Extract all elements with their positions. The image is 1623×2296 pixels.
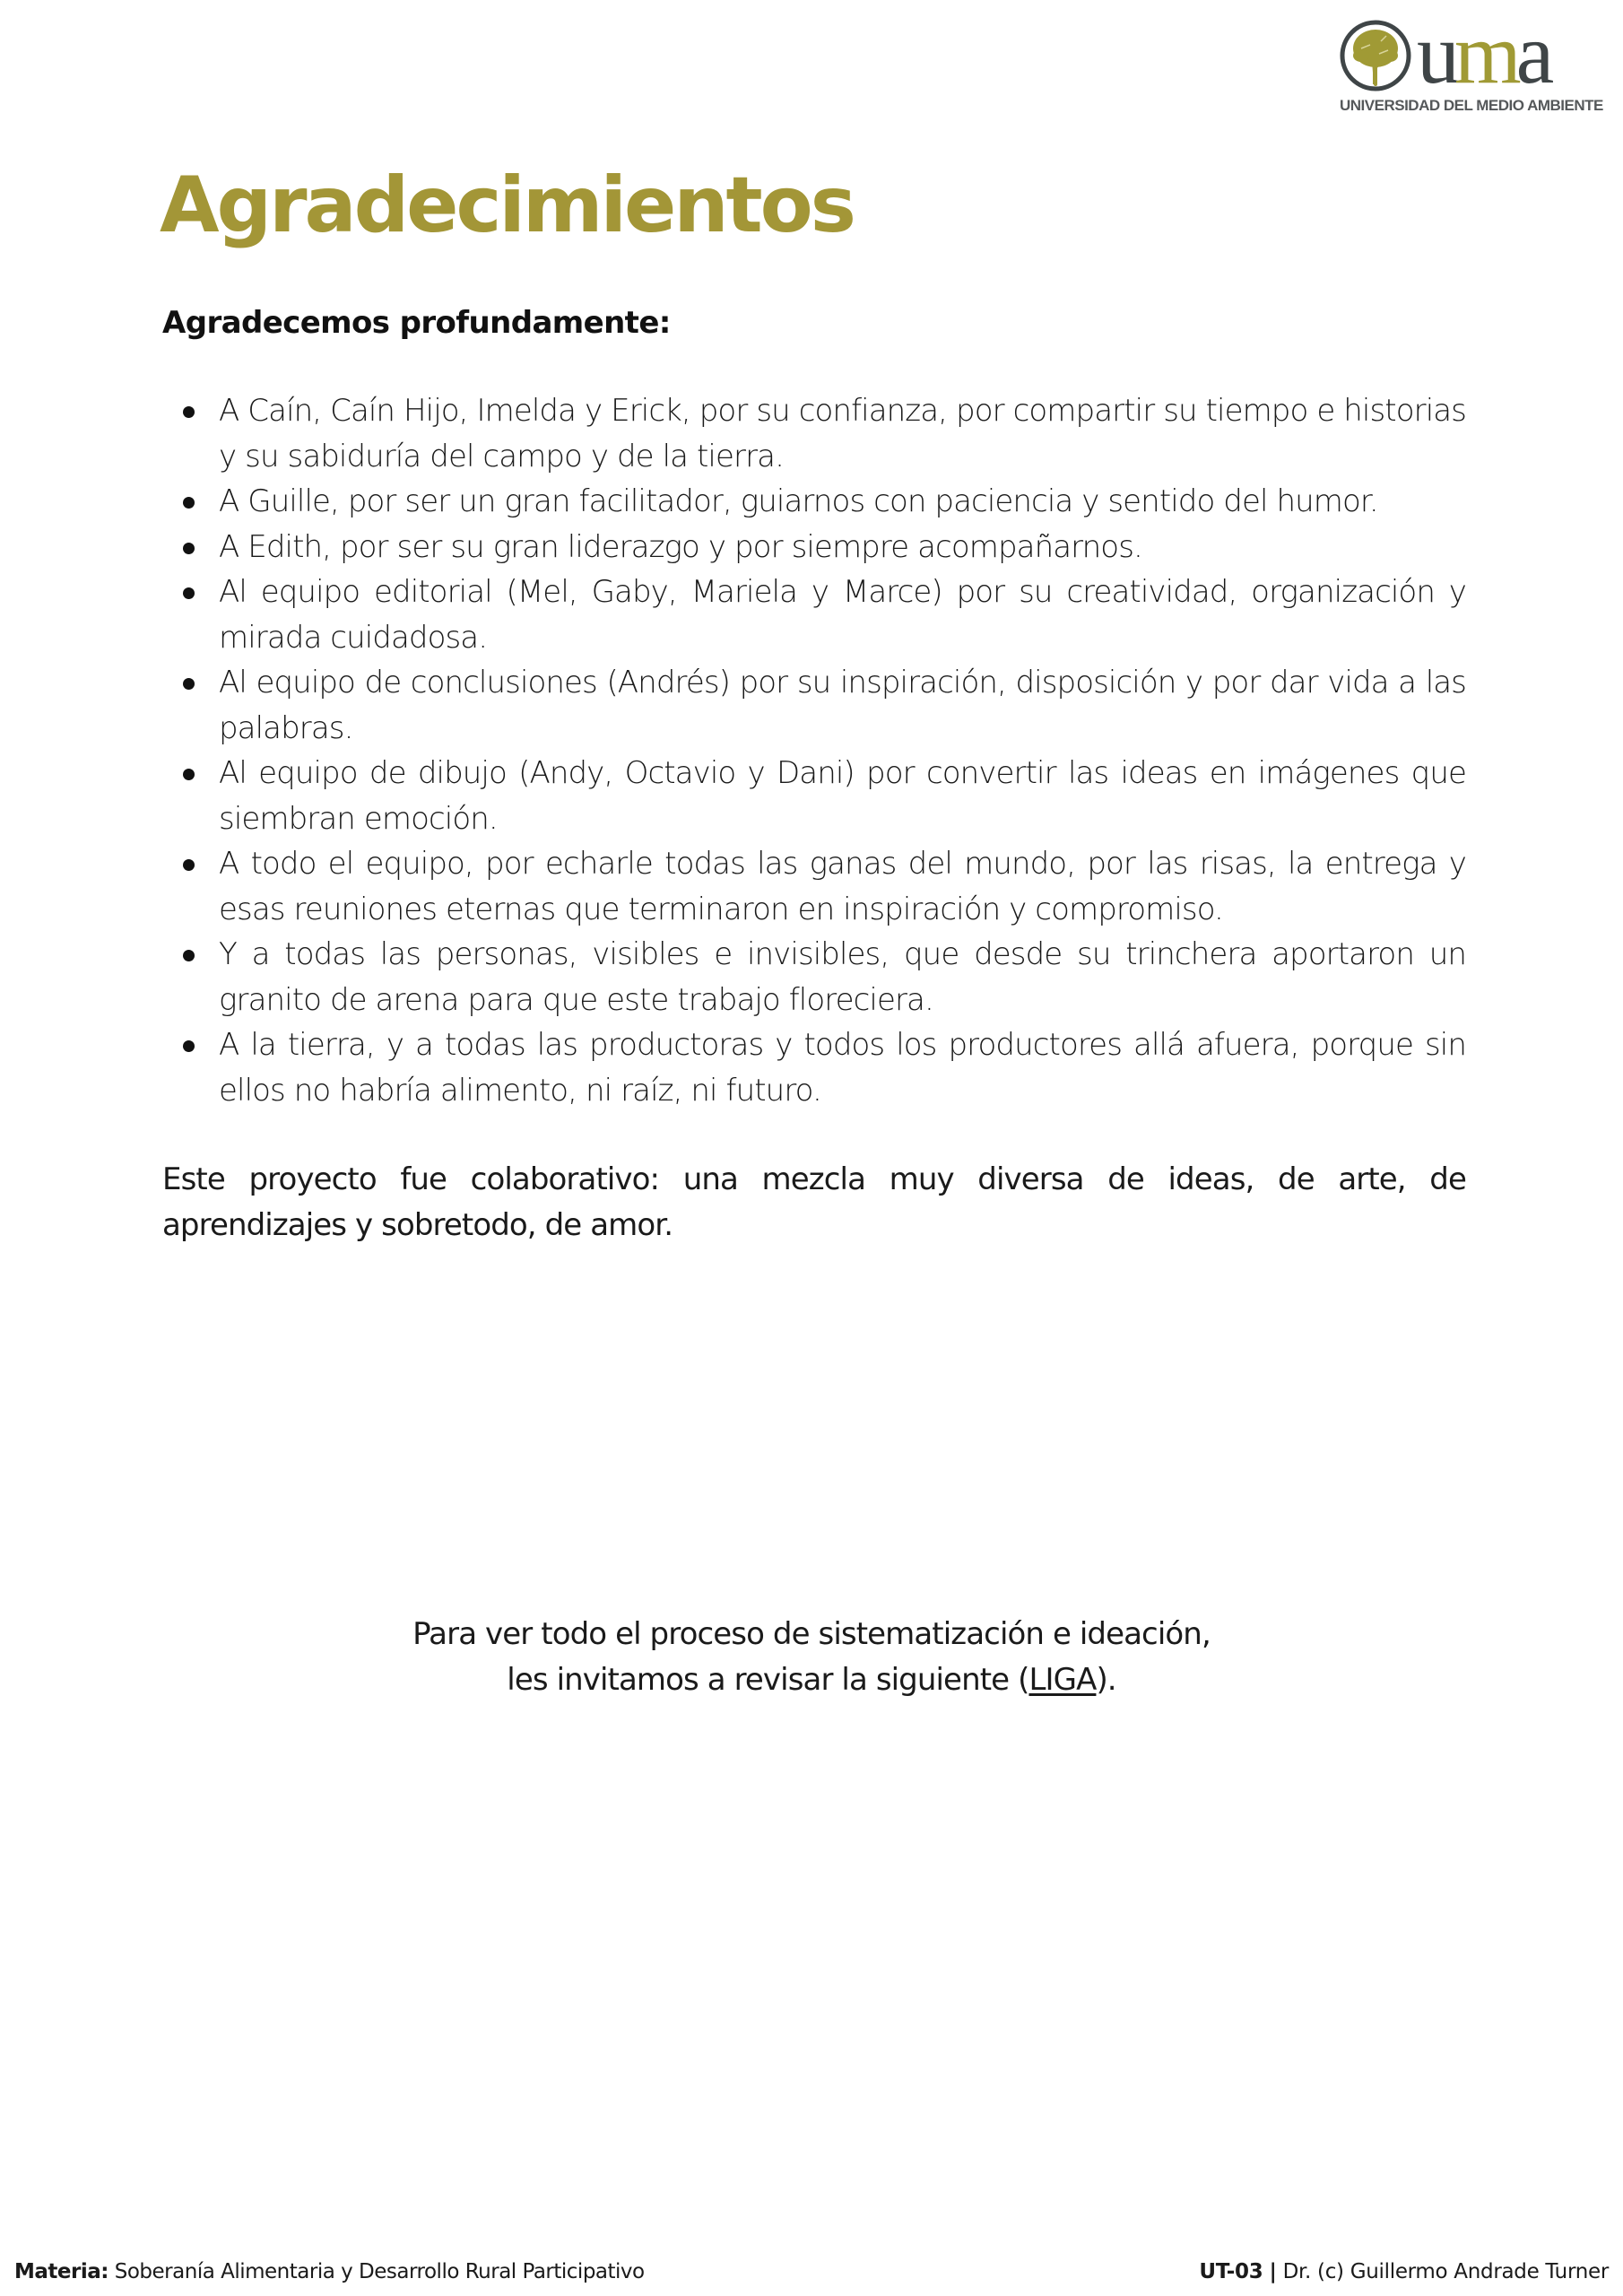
- footer-subject-label: Materia:: [14, 2260, 108, 2283]
- liga-link[interactable]: LIGA: [1028, 1661, 1097, 1698]
- list-item: [162, 660, 1466, 751]
- page-title: Agradecimientos: [160, 161, 854, 250]
- footer-unit-code: UT-03: [1199, 2260, 1263, 2283]
- footer-author-name: Dr. (c) Guillermo Andrade Turner: [1282, 2260, 1609, 2283]
- logo-caption: UNIVERSIDAD DEL MEDIO AMBIENTE: [1340, 97, 1603, 114]
- logo-wordmark: uma: [1417, 16, 1549, 97]
- list-item: [162, 570, 1466, 660]
- intro-heading: Agradecemos profundamente:: [162, 305, 671, 341]
- bullet-icon: [183, 587, 195, 599]
- list-item: [162, 388, 1466, 479]
- list-item: [162, 479, 1466, 525]
- process-link-paragraph: [0, 1612, 1623, 1702]
- bullet-icon: [183, 1040, 195, 1052]
- cta-line-2-suffix: ).: [1096, 1661, 1116, 1698]
- list-item-text: Al equipo de conclusiones (Andrés) por su inspiración, disposición y por dar vida a las palabras.: [219, 665, 1466, 746]
- footer-author: [1199, 2260, 1609, 2283]
- list-item-text: A Edith, por ser su gran liderazgo y por siempre acompañarnos.: [219, 528, 1142, 565]
- footer-separator: |: [1269, 2260, 1277, 2283]
- list-item-text: A todo el equipo, por echarle todas las ganas del mundo, por las risas, la entrega y esas reuniones eternas que terminaron en inspiración y compromiso.: [219, 846, 1466, 927]
- bullet-icon: [183, 543, 195, 554]
- list-item-text: Al equipo editorial (Mel, Gaby, Mariela y Marce) por su creatividad, organización y mirada cuidadosa.: [219, 574, 1466, 656]
- list-item-text: A Caín, Caín Hijo, Imelda y Erick, por su confianza, por compartir su tiempo e historias y su sabiduría del campo y de la tierra.: [219, 393, 1466, 474]
- cta-line-2-prefix: les invitamos a revisar la siguiente (: [507, 1661, 1029, 1698]
- closing-paragraph: Este proyecto fue colaborativo: una mezcla muy diversa de ideas, de arte, de aprendizajes y sobretodo, de amor.: [162, 1161, 1466, 1243]
- bullet-icon: [183, 406, 195, 418]
- logo-mark: [1340, 16, 1609, 97]
- tree-icon: [1342, 22, 1409, 89]
- list-item-text: A Guille, por ser un gran facilitador, guiarnos con paciencia y sentido del humor.: [219, 483, 1378, 519]
- list-item-text: A la tierra, y a todas las productoras y todos los productores allá afuera, porque sin ellos no habría alimento, ni raíz, ni futuro.: [219, 1027, 1466, 1109]
- list-item-text: Y a todas las personas, visibles e invisibles, que desde su trinchera aportaron un granito de arena para que este trabajo floreciera.: [219, 936, 1466, 1018]
- list-item: [162, 841, 1466, 932]
- cta-line-1: Para ver todo el proceso de sistematización e ideación,: [412, 1616, 1211, 1652]
- list-item: [162, 525, 1466, 570]
- bullet-icon: [183, 497, 195, 509]
- footer-subject-value: Soberanía Alimentaria y Desarrollo Rural Participativo: [114, 2260, 645, 2283]
- footer-subject: [14, 2260, 645, 2283]
- bullet-icon: [183, 859, 195, 871]
- university-logo: [1340, 16, 1609, 122]
- bullet-icon: [183, 950, 195, 961]
- acknowledgements-list: [162, 388, 1466, 1113]
- bullet-icon: [183, 678, 195, 690]
- list-item-text: Al equipo de dibujo (Andy, Octavio y Dani) por convertir las ideas en imágenes que siembran emoción.: [219, 755, 1466, 837]
- bullet-icon: [183, 769, 195, 780]
- list-item: [162, 1022, 1466, 1113]
- list-item: [162, 751, 1466, 841]
- list-item: [162, 932, 1466, 1022]
